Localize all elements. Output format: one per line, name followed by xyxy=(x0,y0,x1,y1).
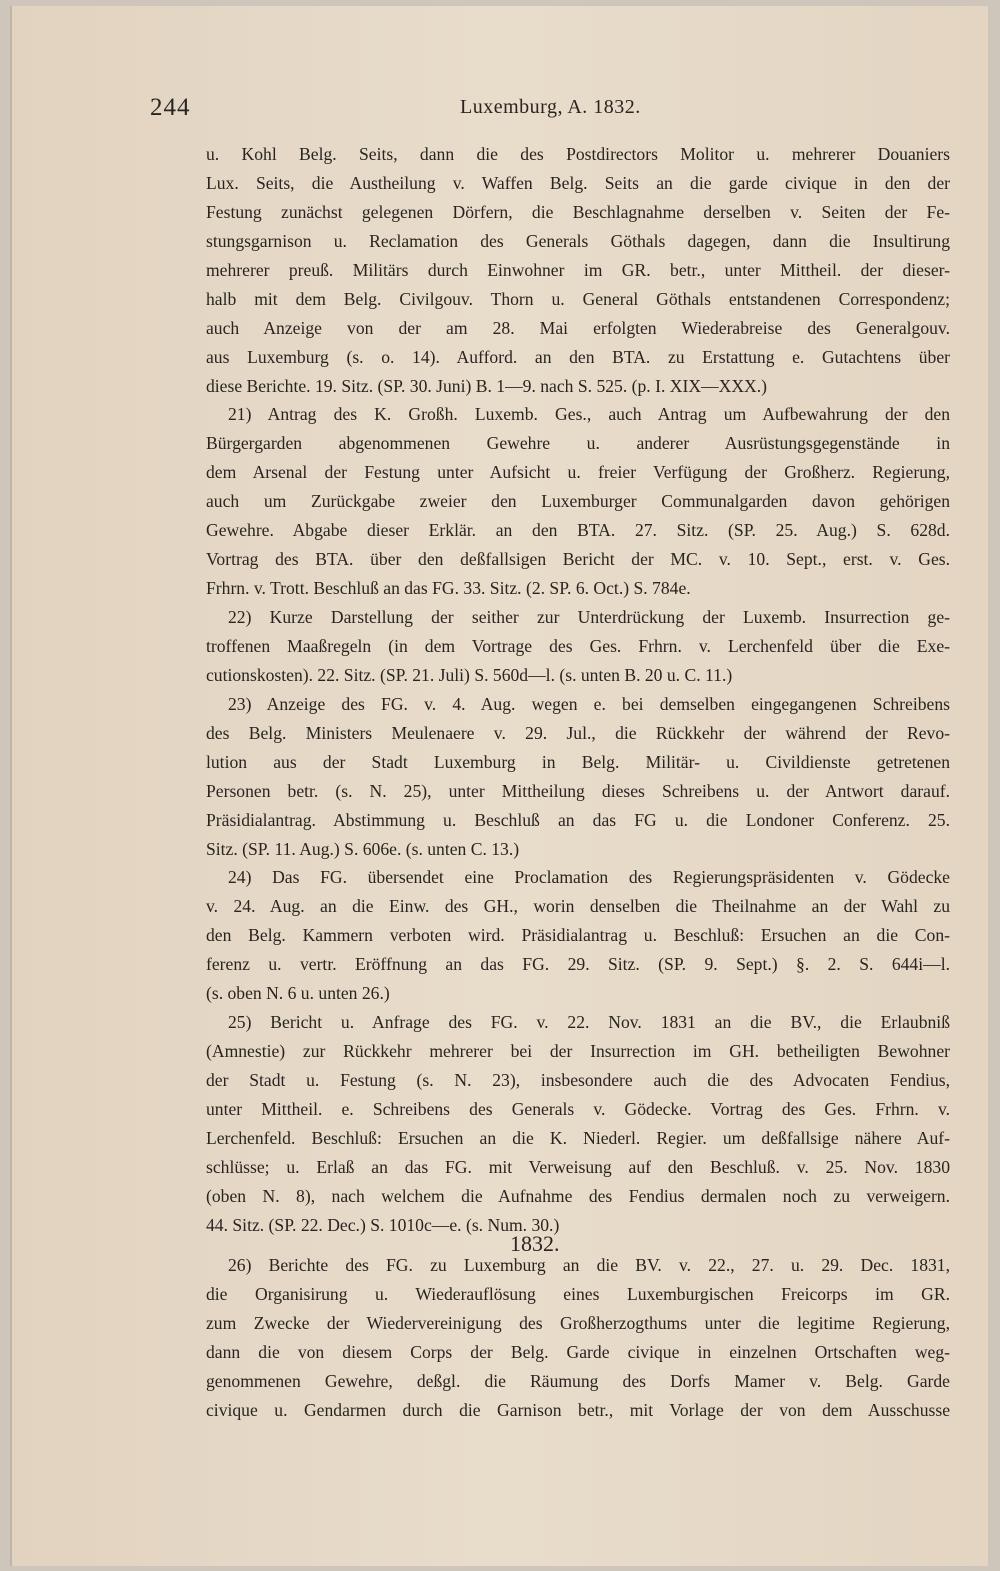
text-line: v. 24. Aug. an die Einw. des GH., worin denselben die Theilnahme an der Wahl zu xyxy=(206,896,950,917)
text-line: lution aus der Stadt Luxemburg in Belg. Militär- u. Civildienste getretenen xyxy=(206,751,950,772)
text-line: aus Luxemburg (s. o. 14). Aufford. an den BTA. zu Erstattung e. Gutachtens über xyxy=(206,346,950,367)
text-line: dem Arsenal der Festung unter Aufsicht u. freier Verfügung der Großherz. Regierung, xyxy=(206,462,950,483)
text-line: stungsgarnison u. Reclamation des Generals Göthals dagegen, dann die Insultirung xyxy=(206,230,950,251)
text-line: mehrerer preuß. Militärs durch Einwohner im GR. betr., unter Mittheil. der dieser- xyxy=(206,259,950,280)
text-line: 25) Bericht u. Anfrage des FG. v. 22. Nov. 1831 an die BV., die Erlaubniß xyxy=(228,1012,950,1033)
text-line: 26) Berichte des FG. zu Luxemburg an die BV. v. 22., 27. u. 29. Dec. 1831, xyxy=(228,1255,950,1275)
text-line: (Amnestie) zur Rückkehr mehrerer bei der Insurrection im GH. betheiligten Bewohner xyxy=(206,1041,950,1062)
text-line: Bürgergarden abgenommenen Gewehre u. anderer Ausrüstungsgegenstände in xyxy=(206,433,950,454)
text-line: civique u. Gendarmen durch die Garnison betr., mit Vorlage der von dem Ausschusse xyxy=(206,1399,950,1420)
text-line: 24) Das FG. übersendet eine Proclamation des Regierungspräsidenten v. Gödecke xyxy=(228,867,950,888)
text-line: Vortrag des BTA. über den deßfallsigen Bericht der MC. v. 10. Sept., erst. v. Ges. xyxy=(206,549,950,570)
text-line: 44. Sitz. (SP. 22. Dec.) S. 1010c—e. (s. Num. 30.) xyxy=(206,1214,560,1235)
text-line: Festung zunächst gelegenen Dörfern, die Beschlagnahme derselben v. Seiten der Fe- xyxy=(206,201,950,222)
text-line: zum Zwecke der Wiedervereinigung des Großherzogthums unter die legitime Regierung, xyxy=(206,1312,950,1333)
text-line: 21) Antrag des K. Großh. Luxemb. Ges., auch Antrag um Aufbewahrung der den xyxy=(228,404,950,425)
text-line: (oben N. 8), nach welchem die Aufnahme des Fendius dermalen noch zu verweigern. xyxy=(206,1185,950,1206)
text-line: dann die von diesem Corps der Belg. Garde civique in einzelnen Ortschaften weg- xyxy=(206,1341,950,1362)
text-line: des Belg. Ministers Meulenaere v. 29. Jul., die Rückkehr der während der Revo- xyxy=(206,722,950,743)
text-line: Lux. Seits, die Austheilung v. Waffen Belg. Seits an die garde civique in den der xyxy=(206,172,950,193)
text-line: Gewehre. Abgabe dieser Erklär. an den BTA. 27. Sitz. (SP. 25. Aug.) S. 628d. xyxy=(206,520,950,541)
running-title: Luxemburg, A. 1832. xyxy=(460,96,641,118)
text-line: u. Kohl Belg. Seits, dann die des Postdirectors Molitor u. mehrerer Douaniers xyxy=(206,144,950,164)
text-line: genommenen Gewehre, deßgl. die Räumung des Dorfs Mamer v. Belg. Garde xyxy=(206,1370,950,1391)
page-header xyxy=(150,94,870,126)
text-line: schlüsse; u. Erlaß an das FG. mit Verweisung auf den Beschluß. v. 25. Nov. 1830 xyxy=(206,1156,950,1177)
text-line: Frhrn. v. Trott. Beschluß an das FG. 33. Sitz. (2. SP. 6. Oct.) S. 784e. xyxy=(206,578,691,599)
page-number: 244 xyxy=(150,94,191,121)
text-line: der Stadt u. Festung (s. N. 23), insbesondere auch die des Advocaten Fendius, xyxy=(206,1070,950,1090)
text-line: Lerchenfeld. Beschluß: Ersuchen an die K. Niederl. Regier. um deßfallsige nähere Auf- xyxy=(206,1127,950,1148)
text-line: die Organisirung u. Wiederauflösung eines Luxemburgischen Freicorps im GR. xyxy=(206,1283,950,1304)
text-line: Präsidialantrag. Abstimmung u. Beschluß an das FG u. die Londoner Conferenz. 25. xyxy=(206,809,950,830)
year-heading: 1832. xyxy=(510,1231,560,1256)
text-line: cutionskosten). 22. Sitz. (SP. 21. Juli) S. 560d—l. (s. unten B. 20 u. C. 11.) xyxy=(206,664,733,685)
text-line: 23) Anzeige des FG. v. 4. Aug. wegen e. bei demselben eingegangenen Schreibens xyxy=(228,693,950,714)
text-line: den Belg. Kammern verboten wird. Präsidialantrag u. Beschluß: Ersuchen an die Con- xyxy=(206,925,950,946)
text-line: auch um Zurückgabe zweier den Luxemburger Communalgarden davon gehörigen xyxy=(206,491,950,512)
text-line: auch Anzeige von der am 28. Mai erfolgten Wiederabreise des Generalgouv. xyxy=(206,317,950,338)
text-line: Personen betr. (s. N. 25), unter Mittheilung dieses Schreibens u. der Antwort darauf. xyxy=(206,780,950,801)
text-line: Sitz. (SP. 11. Aug.) S. 606e. (s. unten C. 13.) xyxy=(206,838,520,859)
text-line: troffenen Maaßregeln (in dem Vortrage des Ges. Frhrn. v. Lerchenfeld über die Exe- xyxy=(206,635,950,656)
text-line: diese Berichte. 19. Sitz. (SP. 30. Juni) B. 1—9. nach S. 525. (p. I. XIX—XXX.) xyxy=(206,375,767,396)
text-line: ferenz u. vertr. Eröffnung an das FG. 29. Sitz. (SP. 9. Sept.) §. 2. S. 644i—l. xyxy=(206,954,950,975)
body-text-continued xyxy=(206,1251,950,1425)
text-line: halb mit dem Belg. Civilgouv. Thorn u. General Göthals entstandenen Correspondenz; xyxy=(206,288,950,309)
document-page xyxy=(10,6,988,1566)
text-line: 22) Kurze Darstellung der seither zur Unterdrückung der Luxemb. Insurrection ge- xyxy=(228,607,950,627)
body-text xyxy=(206,140,950,1240)
text-line: unter Mittheil. e. Schreibens des Generals v. Gödecke. Vortrag des Ges. Frhrn. v. xyxy=(206,1098,950,1119)
text-line: (s. oben N. 6 u. unten 26.) xyxy=(206,983,390,1004)
